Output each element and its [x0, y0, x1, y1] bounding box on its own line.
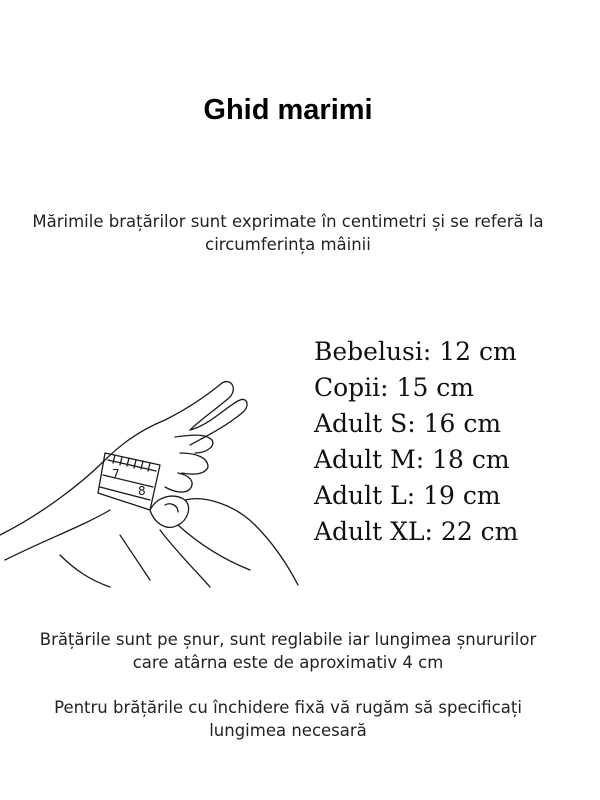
size-item-adult-s: Adult S: 16 cm — [314, 409, 502, 438]
cord-note — [20, 628, 556, 674]
intro-text — [20, 210, 556, 256]
fixed-note-line-2: lungimea necesară — [209, 721, 367, 740]
intro-line-1: Mărimile brațărilor sunt exprimate în centimetri și se referă la — [32, 212, 544, 231]
cord-note-line-2: care atârna este de aproximativ 4 cm — [132, 653, 444, 672]
fixed-note-line-1: Pentru brățările cu închidere fixă vă rugăm să specificați — [54, 698, 522, 717]
size-item-bebelusi: Bebelusi: 12 cm — [314, 337, 517, 366]
size-list — [314, 334, 518, 550]
size-item-copii: Copii: 15 cm — [314, 373, 475, 402]
size-item-adult-l: Adult L: 19 cm — [314, 481, 501, 510]
fixed-closure-note — [20, 696, 556, 742]
cord-note-line-1: Brățările sunt pe șnur, sunt reglabile iar lungimea șnururilor — [39, 630, 537, 649]
tape-number-8: 8 — [138, 484, 146, 498]
size-item-adult-m: Adult M: 18 cm — [314, 445, 510, 474]
hand-measuring-wrist-icon — [0, 375, 300, 590]
page-title: Ghid marimi — [203, 94, 373, 126]
intro-line-2: circumferința mâinii — [205, 235, 371, 254]
tape-number-7: 7 — [112, 467, 120, 481]
size-item-adult-xl: Adult XL: 22 cm — [314, 517, 519, 546]
